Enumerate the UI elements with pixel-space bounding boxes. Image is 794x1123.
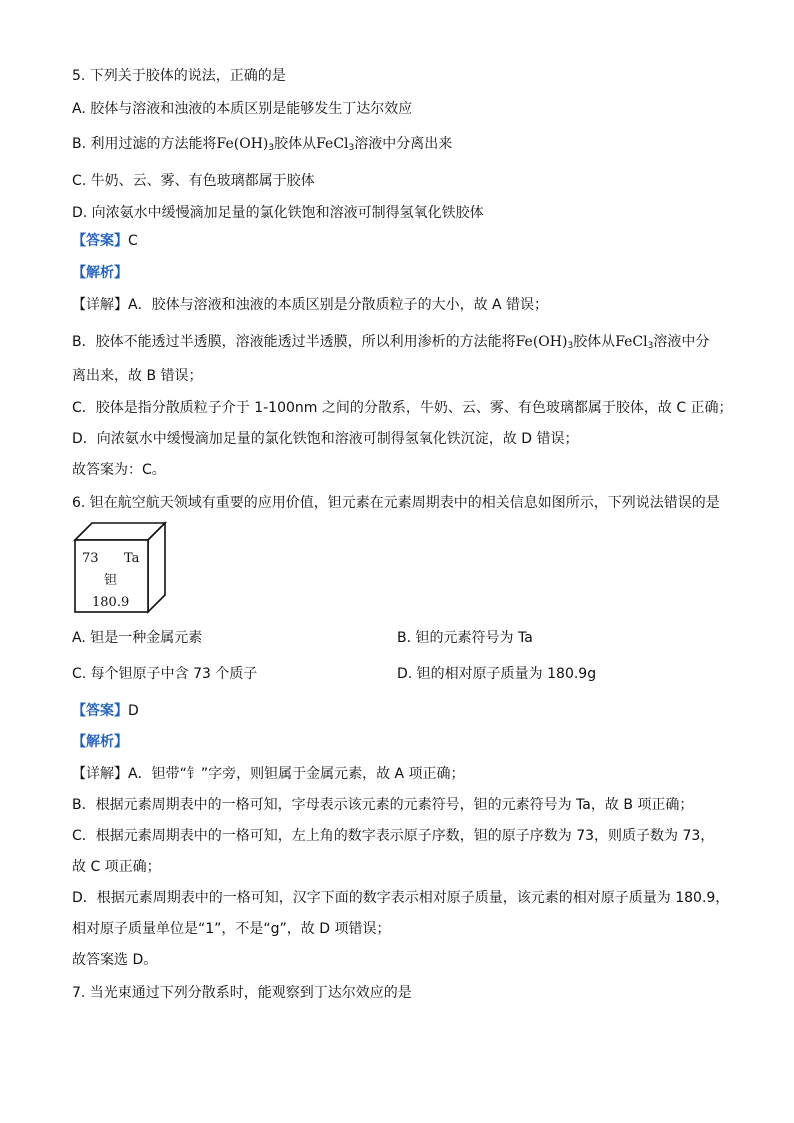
- answer-value: C: [128, 233, 138, 249]
- q5-option-d: D. 向浓氨水中缓慢滴加足量的氯化铁饱和溶液可制得氢氧化铁胶体: [72, 205, 484, 221]
- q6-conclusion: 故答案选 D。: [72, 952, 158, 968]
- q6-analysis-tag: 【解析】: [72, 734, 128, 750]
- q5-answer: [72, 231, 138, 251]
- chem-formula: FeCl: [615, 334, 648, 350]
- q6-detail-c: C．根据元素周期表中的一格可知，左上角的数字表示原子序数，钽的原子序数为 73，则质子数为 73，: [72, 828, 715, 844]
- periodic-table-cell-figure: [72, 520, 168, 614]
- element-symbol: Ta: [124, 551, 140, 566]
- q6-answer: [72, 701, 139, 721]
- cube-side-face: [148, 523, 165, 612]
- q5-detail-a: 【详解】A．胶体与溶液和浊液的本质区别是分散质粒子的大小，故 A 错误；: [72, 297, 549, 313]
- q6-option-a: A. 钽是一种金属元素: [72, 630, 203, 646]
- element-name: 钽: [104, 573, 118, 588]
- q5-detail-b: B．胶体不能透过半透膜，溶液能透过半透膜，所以利用渗析的方法能将$Fe(OH)_3$胶体从FeCl$_3$溶液中分: [72, 334, 710, 351]
- q6-stem: 6. 钽在航空航天领域有重要的应用价值，钽元素在元素周期表中的相关信息如图所示，下列说法错误的是: [72, 495, 720, 511]
- detail-tag: 【详解】: [72, 297, 128, 313]
- q6-option-b: B. 钽的元素符号为 Ta: [397, 630, 533, 646]
- q7-stem: 7. 当光束通过下列分散系时，能观察到丁达尔效应的是: [72, 985, 412, 1001]
- q6-detail-c-cont: 故 C 项正确；: [72, 859, 161, 875]
- q5-detail-c: C．胶体是指分散质粒子介于 1-100nm 之间的分散系，牛奶、云、雾、有色玻璃都属于胶体，故 C 正确；: [72, 400, 733, 416]
- q6-detail-d-cont: 相对原子质量单位是“1”，不是“g”，故 D 项错误；: [72, 921, 391, 937]
- chem-formula: Fe(OH): [515, 334, 568, 350]
- q5-conclusion: 故答案为：C。: [72, 462, 166, 478]
- chem-formula: Fe(OH): [216, 136, 269, 152]
- q6-detail-d: D．根据元素周期表中的一格可知，汉字下面的数字表示相对原子质量，该元素的相对原子质量为 180.9，: [72, 890, 730, 906]
- q5-option-c: C. 牛奶、云、雾、有色玻璃都属于胶体: [72, 173, 315, 189]
- q5-option-a: A. 胶体与溶液和浊液的本质区别是能够发生丁达尔效应: [72, 101, 413, 117]
- q6-detail-a: 【详解】A．钽带“钅”字旁，则钽属于金属元素，故 A 项正确；: [72, 766, 465, 782]
- detail-tag: 【详解】: [72, 766, 128, 782]
- q6-detail-b: B．根据元素周期表中的一格可知，字母表示该元素的元素符号，钽的元素符号为 Ta，故 B 项正确；: [72, 797, 694, 813]
- q5-detail-d: D．向浓氨水中缓慢滴加足量的氯化铁饱和溶液可制得氢氧化铁沉淀，故 D 错误；: [72, 431, 579, 447]
- element-number: 73: [82, 551, 99, 566]
- q5-option-b: B. 利用过滤的方法能将$Fe(OH)_3$胶体从FeCl$_3$溶液中分离出来: [72, 136, 453, 153]
- q6-option-d: D. 钽的相对原子质量为 180.9g: [397, 666, 597, 682]
- answer-tag: 【答案】: [72, 233, 128, 249]
- element-mass: 180.9: [92, 595, 130, 610]
- answer-value: D: [128, 703, 139, 719]
- q6-option-c: C. 每个钽原子中含 73 个质子: [72, 666, 258, 682]
- q5-analysis-tag: 【解析】: [72, 265, 128, 281]
- q5-stem: 5. 下列关于胶体的说法，正确的是: [72, 68, 286, 84]
- answer-tag: 【答案】: [72, 703, 128, 719]
- q5-detail-b-cont: 离出来，故 B 错误；: [72, 368, 203, 384]
- chem-formula: FeCl: [316, 136, 349, 152]
